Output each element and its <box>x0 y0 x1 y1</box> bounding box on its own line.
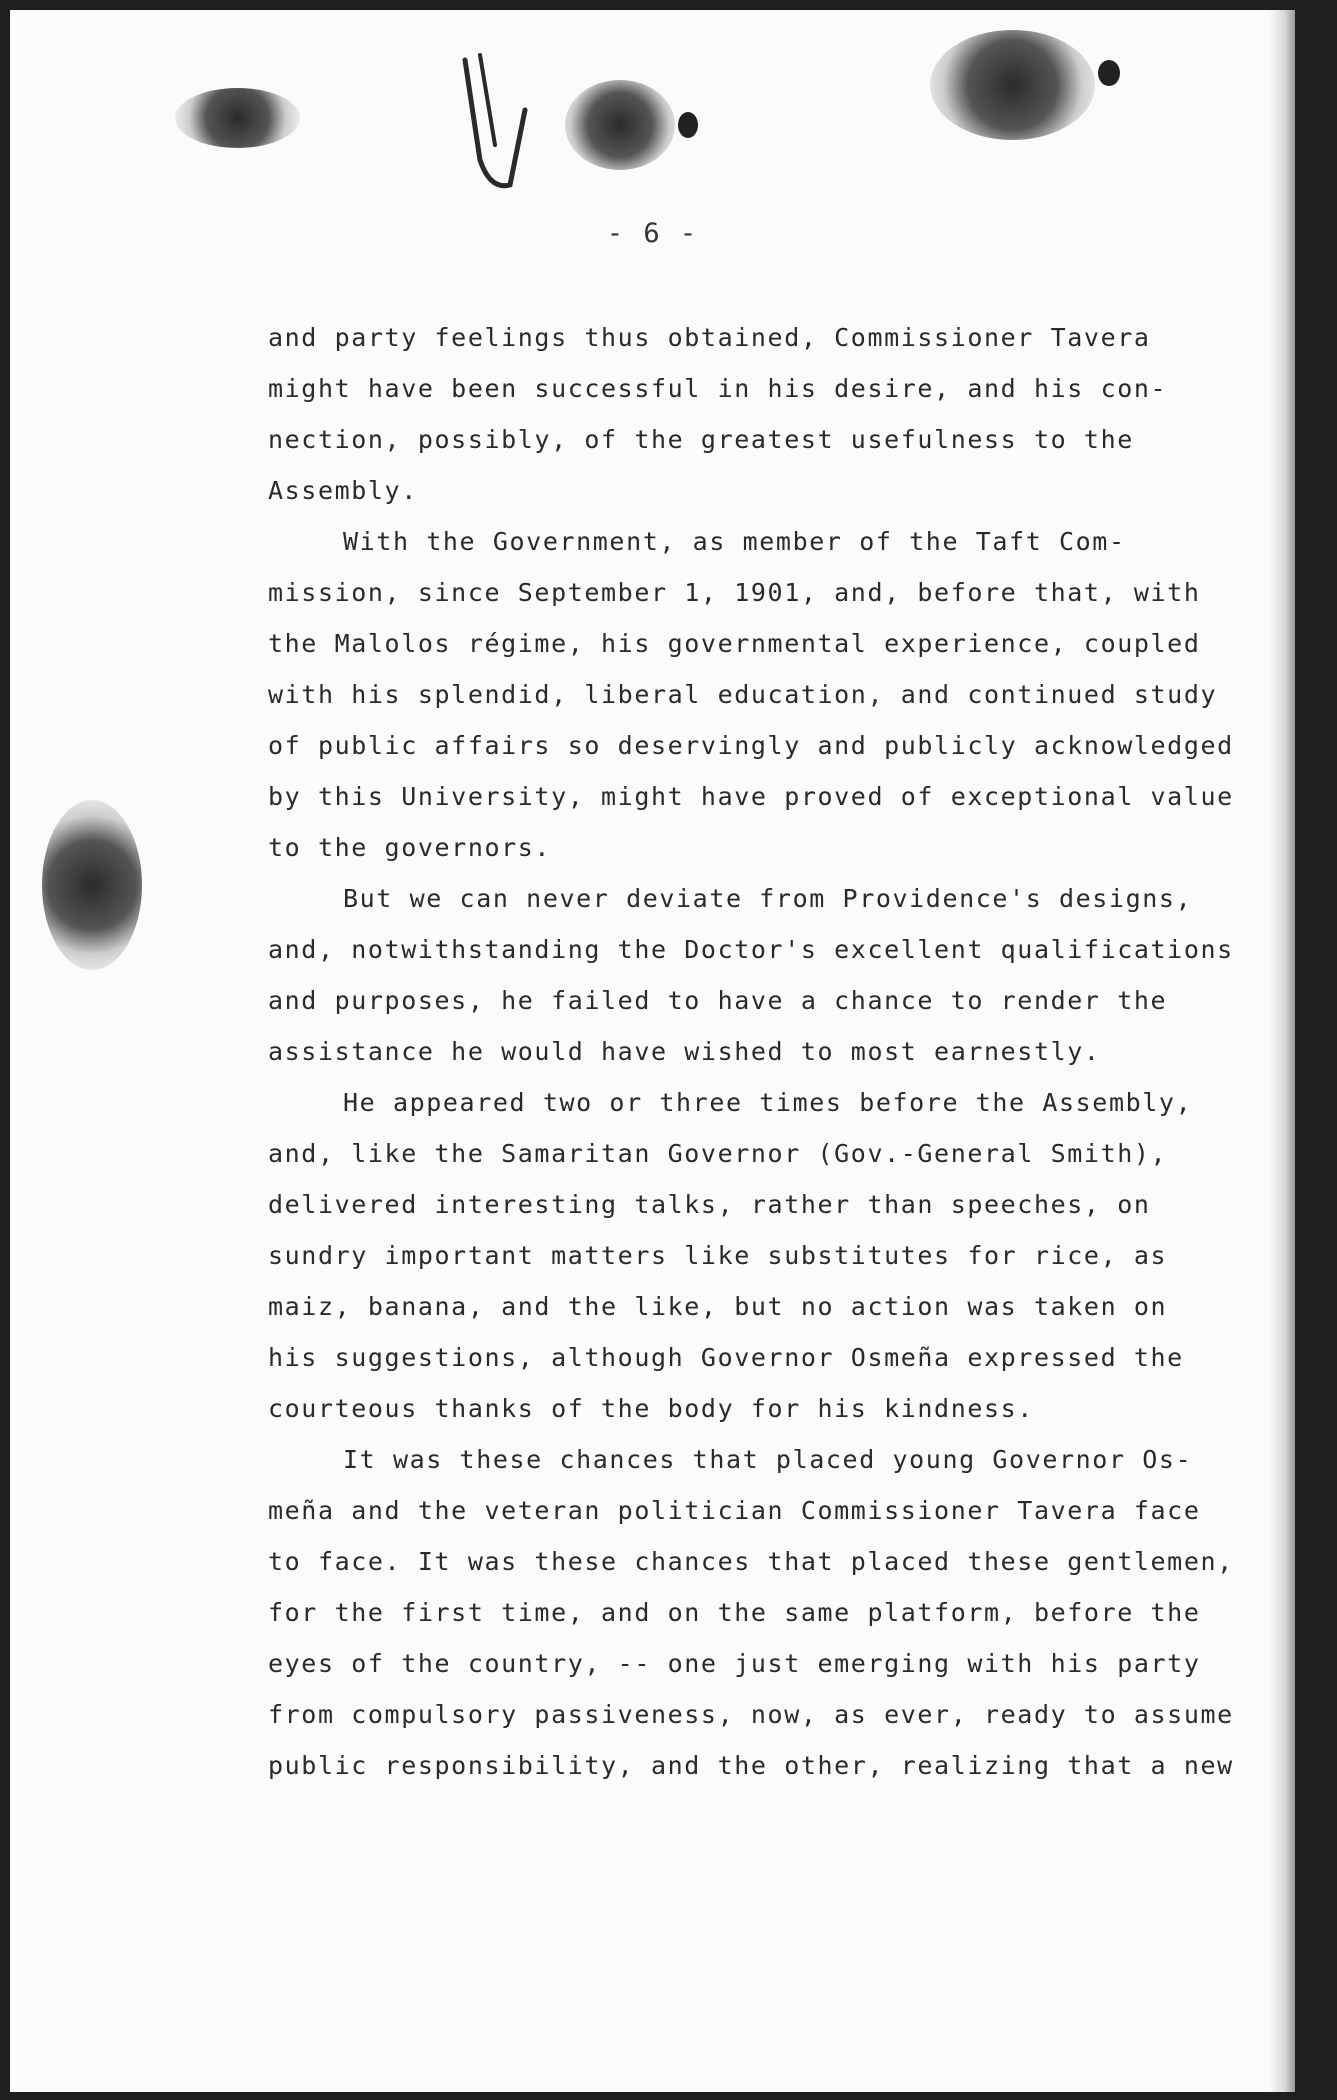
text-line: delivered interesting talks, rather than speeches, on <box>268 1190 1151 1219</box>
text-line: and purposes, he failed to have a chance to render the <box>268 986 1168 1015</box>
text-line: It was these chances that placed young Governor Os- <box>343 1445 1193 1474</box>
text-line: with his splendid, liberal education, and continued study <box>268 680 1218 709</box>
page-number: - 6 - <box>606 218 699 249</box>
punch-hole <box>1098 60 1120 86</box>
text-line: the Malolos régime, his governmental experience, coupled <box>268 629 1201 658</box>
text-line: But we can never deviate from Providence's designs, <box>343 884 1193 913</box>
ink-blot-artifact <box>42 800 142 970</box>
text-line: and, like the Samaritan Governor (Gov.-General Smith), <box>268 1139 1168 1168</box>
text-line: from compulsory passiveness, now, as ever, ready to assume <box>268 1700 1234 1729</box>
text-line: eyes of the country, -- one just emerging with his party <box>268 1649 1201 1678</box>
text-line: and party feelings thus obtained, Commissioner Tavera <box>268 323 1151 352</box>
document-page <box>10 10 1295 2092</box>
text-line: for the first time, and on the same platform, before the <box>268 1598 1201 1627</box>
text-line: sundry important matters like substitutes for rice, as <box>268 1241 1168 1270</box>
ink-blot-artifact <box>175 88 300 148</box>
text-line: assistance he would have wished to most earnestly. <box>268 1037 1101 1066</box>
text-line: to face. It was these chances that placed these gentlemen, <box>268 1547 1234 1576</box>
text-line: and, notwithstanding the Doctor's excellent qualifications <box>268 935 1234 964</box>
ink-blot-artifact <box>565 80 675 170</box>
text-line: meña and the veteran politician Commissioner Tavera face <box>268 1496 1201 1525</box>
text-line: With the Government, as member of the Taft Com- <box>343 527 1126 556</box>
text-line: He appeared two or three times before the Assembly, <box>343 1088 1193 1117</box>
text-line: to the governors. <box>268 833 552 862</box>
text-line: courteous thanks of the body for his kindness. <box>268 1394 1034 1423</box>
text-line: maiz, banana, and the like, but no action was taken on <box>268 1292 1168 1321</box>
ink-blot-artifact <box>930 30 1095 140</box>
text-line: nection, possibly, of the greatest usefulness to the <box>268 425 1134 454</box>
text-line: Assembly. <box>268 476 418 505</box>
text-line: might have been successful in his desire, and his con- <box>268 374 1168 403</box>
punch-hole <box>678 112 698 138</box>
staple-mark <box>455 50 545 200</box>
text-line: his suggestions, although Governor Osmeña expressed the <box>268 1343 1184 1372</box>
text-line: by this University, might have proved of exceptional value <box>268 782 1234 811</box>
text-line: mission, since September 1, 1901, and, before that, with <box>268 578 1201 607</box>
text-line: of public affairs so deservingly and publicly acknowledged <box>268 731 1234 760</box>
text-line: public responsibility, and the other, realizing that a new <box>268 1751 1234 1780</box>
page-edge-shadow <box>1269 10 1295 2092</box>
